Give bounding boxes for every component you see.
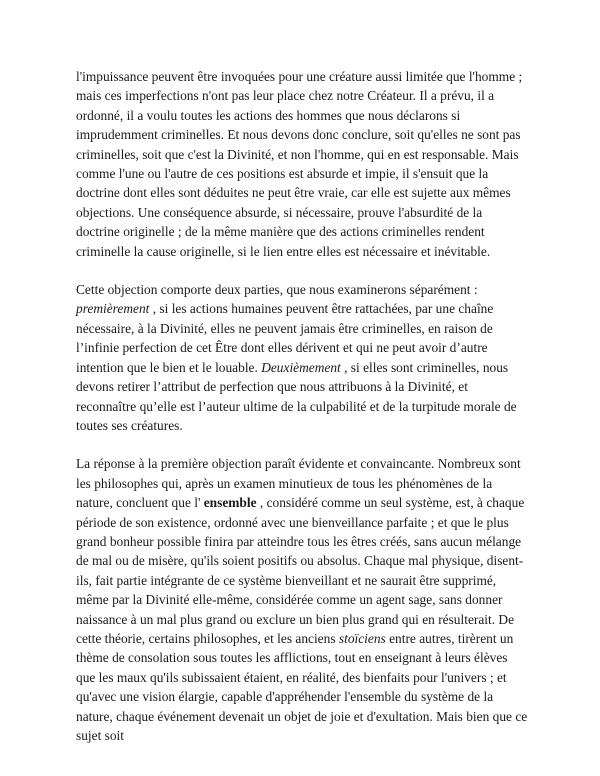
paragraph-3-text-c: entre autres, tirèrent un thème de consolation sous toutes les afflictions, tout en enseignant à leurs élèves que les maux qu'ils subissaient étaient, en réalité, des bienfaits pour l'univers ; et qu'avec une vision élargie, capable d'appréhender l'ensemble du système de la nature, chaque événement devenait un objet de joie et d'exultation. Mais bien que ce sujet soit	[76, 630, 528, 743]
bold-ensemble: ensemble	[203, 495, 257, 511]
paragraph-3	[76, 454, 529, 745]
paragraph-1-text: l'impuissance peuvent être invoquées pour une créature aussi limitée que l'homme ; mais ces imperfections n'ont pas leur place chez notre Créateur. Il a prévu, il a ordonné, il a voulu toutes les actions des hommes que nous déclarons si imprudemment criminelles. Et nous devons donc conclure, soit qu'elles ne sont pas criminelles, soit que c'est la Divinité, et non l'homme, qui en est responsable. Mais comme l'une ou l'autre de ces positions est absurde et impie, il s'ensuit que la doctrine dont elles sont déduites ne peut être vraie, car elle est sujette aux mêmes objections. Une conséquence absurde, si nécessaire, prouve l'absurdité de la doctrine originelle ; de la même manière que des actions criminelles rendent criminelle la cause originelle, si le lien entre elles est nécessaire et inévitable.	[76, 69, 523, 259]
emphasis-premierement: premièrement	[76, 301, 150, 317]
emphasis-deuxiemement: Deuxièmement	[261, 359, 341, 375]
paragraph-3-text-b: , considéré comme un seul système, est, à chaque période de son existence, ordonné avec une bienveillance parfaite ; et que le plus grand bonheur possible finira par atteindre tous les êtres créés, sans aucun mélange de mal ou de misère, qu'ils soient positifs ou absolus. Chaque mal physique, disent-ils, fait partie intégrante de ce système bienveillant et ne saurait être supprimé, même par la Divinité elle-même, considérée comme un agent sage, sans donner naissance à un mal plus grand ou exclure un bien plus grand qui en résulterait. De cette théorie, certains philosophes, et les anciens	[76, 495, 525, 646]
paragraph-2-text-a: Cette objection comporte deux parties, que nous examinerons séparément :	[76, 282, 478, 298]
document-page	[76, 67, 529, 764]
paragraph-2	[76, 280, 529, 435]
paragraph-2-text-c: , si elles sont criminelles, nous devons retirer l’attribut de perfection que nous attribuons à la Divinité, et reconnaître qu’elle est l’auteur ultime de la culpabilité et de la turpitude morale de toutes ses créatures.	[76, 359, 517, 433]
paragraph-3-text-a: La réponse à la première objection paraît évidente et convaincante. Nombreux sont les philosophes qui, après un examen minutieux de tous les phénomènes de la nature, concluent que l'	[76, 456, 521, 511]
paragraph-1	[76, 67, 529, 261]
paragraph-2-text-b: , si les actions humaines peuvent être rattachées, par une chaîne nécessaire, à la Divinité, elles ne peuvent jamais être criminelles, en raison de l’infinie perfection de cet Être dont elles dérivent et qui ne peut avoir d’autre intention que le bien et le louable.	[76, 301, 494, 375]
emphasis-stoiciens: stoïciens	[338, 630, 386, 646]
